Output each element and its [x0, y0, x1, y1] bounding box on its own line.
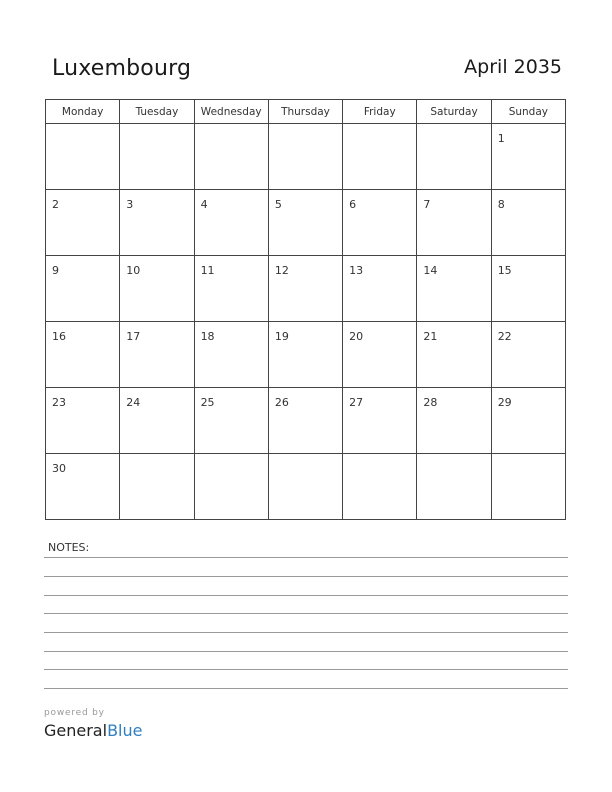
day-cell: [194, 388, 268, 454]
day-number: [46, 124, 119, 132]
day-number: 3: [126, 198, 134, 211]
day-cell: [268, 388, 342, 454]
day-number: [120, 124, 193, 132]
day-cell: [46, 322, 120, 388]
day-number: 22: [497, 330, 512, 343]
day-cell: [343, 190, 417, 256]
weekday-header: Thursday: [268, 100, 342, 124]
powered-by-text: powered by: [44, 708, 105, 718]
day-cell: [120, 388, 194, 454]
day-cell: [120, 322, 194, 388]
day-number: [417, 454, 490, 462]
day-cell: [120, 256, 194, 322]
weekday-header: Monday: [46, 100, 120, 124]
day-cell: [194, 190, 268, 256]
day-cell: [46, 124, 120, 190]
day-cell: [120, 454, 194, 520]
day-number: 28: [423, 396, 438, 409]
note-line: [44, 688, 568, 689]
note-line: [44, 576, 568, 577]
day-cell: [417, 388, 491, 454]
brand-name-general: General: [44, 721, 108, 740]
weekday-header: Sunday: [491, 100, 565, 124]
day-cell: [46, 190, 120, 256]
day-cell: [268, 322, 342, 388]
month-calendar-grid: [45, 99, 566, 520]
day-number: [195, 124, 268, 132]
day-cell: [417, 256, 491, 322]
day-number: 5: [274, 198, 282, 211]
weekday-header: Wednesday: [194, 100, 268, 124]
day-number: 13: [349, 264, 364, 277]
brand-logo: [44, 721, 142, 740]
day-cell: [343, 388, 417, 454]
day-number: 17: [126, 330, 141, 343]
day-number: [269, 124, 342, 132]
day-cell: [417, 322, 491, 388]
note-line: [44, 595, 568, 596]
day-number: 18: [200, 330, 215, 343]
day-cell: [491, 322, 565, 388]
brand-footer: [44, 708, 142, 740]
day-number: 29: [497, 396, 512, 409]
note-line: [44, 651, 568, 652]
week-row: [46, 190, 566, 256]
day-number: 19: [274, 330, 289, 343]
weekday-header: Friday: [343, 100, 417, 124]
week-row: [46, 388, 566, 454]
day-cell: [268, 190, 342, 256]
note-line: [44, 557, 568, 558]
day-number: [195, 454, 268, 462]
day-number: 6: [349, 198, 357, 211]
day-cell: [268, 454, 342, 520]
day-cell: [491, 124, 565, 190]
day-number: [120, 454, 193, 462]
day-cell: [343, 454, 417, 520]
month-year-title: April 2035: [464, 56, 562, 78]
day-number: 21: [423, 330, 438, 343]
weekday-header-row: [46, 100, 566, 124]
day-cell: [120, 190, 194, 256]
day-number: 10: [126, 264, 141, 277]
day-number: 25: [200, 396, 215, 409]
day-number: 12: [274, 264, 289, 277]
day-number: [343, 124, 416, 132]
day-cell: [417, 190, 491, 256]
day-cell: [194, 256, 268, 322]
week-row: [46, 454, 566, 520]
day-cell: [417, 454, 491, 520]
day-number: 20: [349, 330, 364, 343]
day-cell: [268, 256, 342, 322]
country-title: Luxembourg: [52, 56, 192, 81]
week-row: [46, 124, 566, 190]
day-number: 30: [52, 462, 66, 475]
note-line: [44, 632, 568, 633]
day-cell: [491, 190, 565, 256]
day-cell: [46, 256, 120, 322]
day-cell: [120, 124, 194, 190]
day-number: 23: [52, 396, 66, 409]
day-number: [492, 454, 565, 462]
day-cell: [343, 322, 417, 388]
note-line: [44, 613, 568, 614]
day-cell: [343, 124, 417, 190]
day-number: 4: [200, 198, 208, 211]
weekday-header: Saturday: [417, 100, 491, 124]
day-number: 16: [52, 330, 66, 343]
day-number: 11: [200, 264, 215, 277]
day-number: 24: [126, 396, 141, 409]
day-cell: [491, 388, 565, 454]
weekday-header: Tuesday: [120, 100, 194, 124]
day-number: [417, 124, 490, 132]
day-cell: [46, 388, 120, 454]
day-number: 15: [497, 264, 512, 277]
week-row: [46, 322, 566, 388]
day-number: 9: [52, 264, 59, 277]
day-number: [343, 454, 416, 462]
day-cell: [46, 454, 120, 520]
day-cell: [194, 322, 268, 388]
day-cell: [491, 454, 565, 520]
day-number: 14: [423, 264, 438, 277]
brand-name-blue: Blue: [107, 721, 143, 740]
notes-label: NOTES:: [48, 541, 90, 554]
day-cell: [491, 256, 565, 322]
day-number: 26: [274, 396, 289, 409]
day-number: 2: [52, 198, 59, 211]
day-cell: [194, 454, 268, 520]
day-number: 1: [497, 132, 505, 145]
week-row: [46, 256, 566, 322]
day-cell: [343, 256, 417, 322]
day-number: 7: [423, 198, 431, 211]
day-cell: [417, 124, 491, 190]
day-number: 8: [497, 198, 505, 211]
day-number: 27: [349, 396, 364, 409]
day-cell: [268, 124, 342, 190]
calendar-header: [45, 52, 566, 86]
note-line: [44, 669, 568, 670]
day-cell: [194, 124, 268, 190]
day-number: [269, 454, 342, 462]
